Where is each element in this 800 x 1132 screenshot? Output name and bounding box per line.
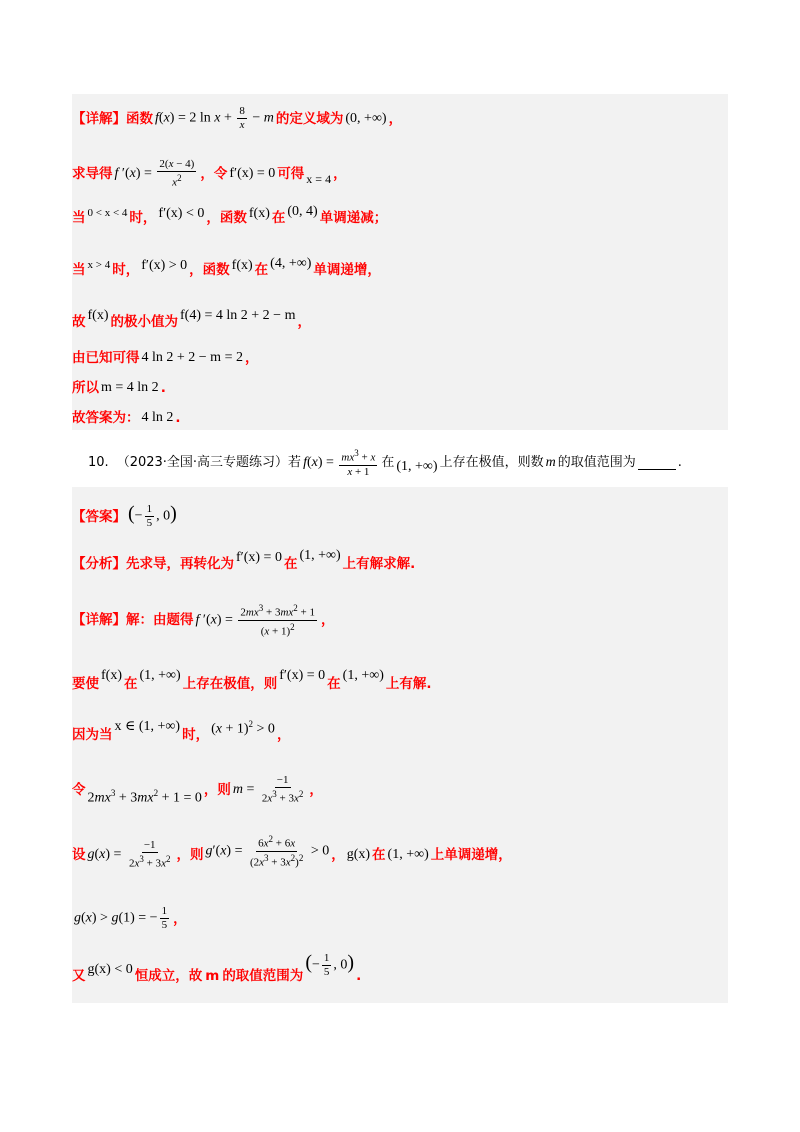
math-expression: f ′(x) = $\frac{2(x - 4)}{x^2}$ <box>114 158 195 189</box>
math-expression: g(x) > g(1) = − $\frac{1}{5}$ <box>74 905 168 931</box>
solution-line: 【详解】 函数 f(x) = 2 ln x + $\frac{8}{x}$ − m 的定义域为 (0, +∞) ， <box>72 105 403 131</box>
solution-line: 又 g(x) < 0 恒成立，故 m 的取值范围为 (− $\frac{1}{5}$ , 0) . <box>72 951 362 984</box>
solution-line: 要使 f(x) 在 (1, +∞) 上存在极值，则 f′(x) = 0 在 (1, +∞) 上有解. <box>72 668 432 692</box>
solution-line: 设 g(x) = $\frac{-1}{2x^3 + 3x^2}$ ，则 g′(x) = $\frac{6x^2 + 6x}{(2x^3 + 3x^2)^2}$ > 0 ， g(x) 在 (1, +∞) 上单调递增， <box>72 834 512 870</box>
solution-line: 【详解】 解：由题得 f ′(x) = $\frac{2mx^3 + 3mx^2 + 1}{(x + 1)^2}$ ， <box>72 603 335 638</box>
math-expression: f ′(x) = $\frac{2mx^3 + 3mx^2 + 1}{(x + 1)^2}$ <box>195 603 315 638</box>
math-expression: f(x) = $\frac{mx^3 + x}{x + 1}$ <box>303 448 376 478</box>
math-expression: (− $\frac{1}{5}$ , 0) <box>305 951 355 978</box>
solution-line: 所以 m = 4 ln 2 . <box>72 380 166 396</box>
solution-panel-10 <box>72 487 728 1003</box>
math-expression: g(x) = $\frac{-1}{2x^3 + 3x^2}$ <box>87 839 171 870</box>
solution-line: 因为当 x ∈ (1, +∞) 时， $(x + 1)^2 > 0$ ， <box>72 722 290 748</box>
solution-line: 当 0 < x < 4 时， f′(x) < 0 ，函数 f(x) 在 (0, 4) 单调递减； <box>72 204 388 226</box>
answer-blank <box>638 455 676 470</box>
solution-line: 令 $2mx^3 + 3mx^2 + 1 = 0$ ，则 m = $\frac{-1}{2x^3 + 3x^2}$ ， <box>72 774 323 806</box>
question-source: （2023·全国·高三专题练习） <box>116 454 289 470</box>
math-expression: $(x + 1)^2 > 0$ <box>211 719 275 737</box>
math-expression: $2mx^3 + 3mx^2 + 1 = 0$ <box>87 788 202 806</box>
solution-line: 故答案为： 4 ln 2 . <box>72 410 181 426</box>
solution-line: 由已知可得 4 ln 2 + 2 − m = 2 ， <box>72 350 259 366</box>
solution-line: g(x) > g(1) = − $\frac{1}{5}$ ， <box>74 905 187 931</box>
question-number: 10. <box>88 454 109 470</box>
math-expression: (− $\frac{1}{5}$ , 0) <box>128 502 177 529</box>
analysis-tag: 【分析】 <box>72 556 126 572</box>
detail-tag: 【详解】 <box>72 612 126 629</box>
analysis-line: 【分析】 先求导，再转化为 f′(x) = 0 在 (1, +∞) 上有解求解. <box>72 548 416 572</box>
solution-line: 故 f(x) 的极小值为 f(4) = 4 ln 2 + 2 − m ， <box>72 308 311 330</box>
answer-tag: 【答案】 <box>72 508 126 525</box>
solution-line: 当 x > 4 时， f′(x) > 0 ，函数 f(x) 在 (4, +∞) 单调递增， <box>72 256 381 278</box>
solution-panel-9 <box>72 94 728 430</box>
math-expression: g′(x) = $\frac{6x^2 + 6x}{(2x^3 + 3x^2)^2}$ > 0 <box>205 834 330 869</box>
question-10: 10. （2023·全国·高三专题练习） 若 f(x) = $\frac{mx^3 + x}{x + 1}$ 在 (1, +∞) 上存在极值，则数 m 的取值范围为 . <box>88 448 682 478</box>
math-expression: m = $\frac{-1}{2x^3 + 3x^2}$ <box>232 774 304 805</box>
solution-line: 求导得 f ′(x) = $\frac{2(x - 4)}{x^2}$ ，令 f′(x) = 0 可得 x = 4 ， <box>72 158 347 189</box>
answer-line <box>72 503 179 530</box>
math-expression: f(x) = 2 ln x + $\frac{8}{x}$ − m <box>155 105 274 131</box>
detail-tag: 【详解】 <box>72 110 126 127</box>
